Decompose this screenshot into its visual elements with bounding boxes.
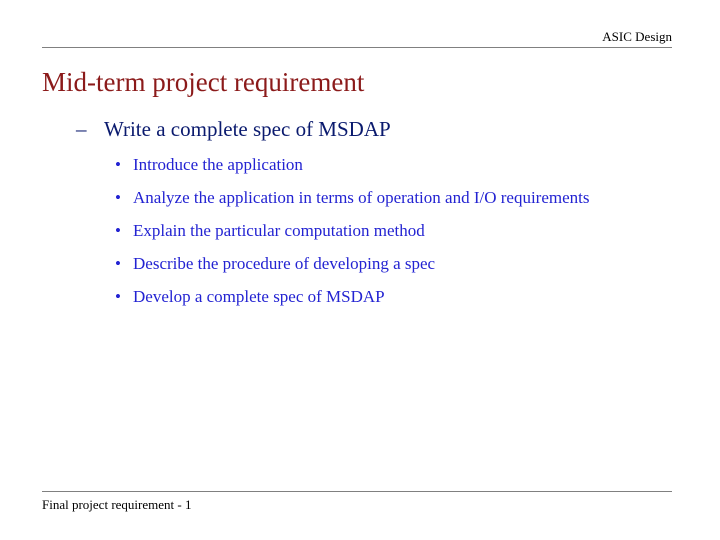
slide-title: Mid-term project requirement xyxy=(42,67,365,97)
bullet-item xyxy=(115,187,590,220)
bullet-text: Explain the particular computation method xyxy=(133,221,425,240)
bullet-text: Introduce the application xyxy=(133,155,303,174)
dash-marker: – xyxy=(76,117,87,141)
level1-text: Write a complete spec of MSDAP xyxy=(104,117,391,141)
bullet-marker: • xyxy=(115,254,121,273)
footer-divider xyxy=(42,491,672,492)
bullet-marker: • xyxy=(115,221,121,240)
bullet-marker: • xyxy=(115,188,121,207)
footer-label: Final project requirement - 1 xyxy=(42,497,192,512)
bullet-item xyxy=(115,286,590,319)
bullet-text: Analyze the application in terms of operation and I/O requirements xyxy=(133,188,590,207)
bullet-text: Develop a complete spec of MSDAP xyxy=(133,287,385,306)
bullet-marker: • xyxy=(115,287,121,306)
bullet-text: Describe the procedure of developing a spec xyxy=(133,254,436,273)
level1-item xyxy=(76,114,391,144)
bullet-item xyxy=(115,253,590,286)
bullet-list xyxy=(115,154,590,319)
bullet-item xyxy=(115,220,590,253)
bullet-item xyxy=(115,154,590,187)
header-divider xyxy=(42,47,672,48)
header-course-label: ASIC Design xyxy=(602,29,672,44)
bullet-marker: • xyxy=(115,155,121,174)
